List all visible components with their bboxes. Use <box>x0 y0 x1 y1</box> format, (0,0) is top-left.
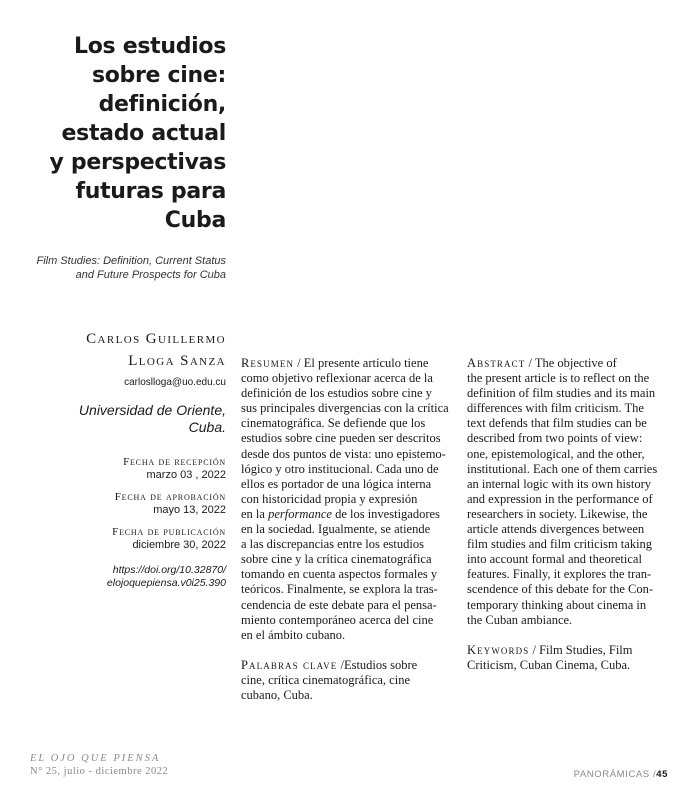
keywords-line: Criticism, Cuban Cinema, Cuba. <box>467 657 631 672</box>
author-name <box>20 328 226 372</box>
doi-line: elojoquepiensa.v0i25.390 <box>106 577 226 589</box>
affiliation-line: Universidad de Oriente, <box>78 402 226 418</box>
date-value: marzo 03 , 2022 <box>146 469 226 481</box>
abstract-line: institutional. Each one of them carries <box>467 461 658 476</box>
resumen-line: en la <box>241 506 265 521</box>
resumen-line: con historicidad propia y expresión <box>241 491 418 506</box>
abstract-line: scendence of this debate for the Con- <box>467 582 654 597</box>
performance-term: performance <box>268 506 332 521</box>
palabras-clave-line: cine, crítica cinematográfica, cine <box>241 672 410 687</box>
author-affiliation <box>20 402 226 436</box>
palabras-clave-line: cubano, Cuba. <box>241 687 313 702</box>
english-abstract-column <box>467 356 677 673</box>
date-value: diciembre 30, 2022 <box>132 539 226 551</box>
resumen-line: miento contemporáneo acerca del cine <box>241 612 434 627</box>
palabras-clave-heading: Palabras clave <box>241 657 338 672</box>
resumen-line: El presente artículo tiene <box>303 356 429 370</box>
date-published <box>20 526 226 552</box>
journal-name: EL OJO QUE PIENSA <box>30 753 161 764</box>
resumen-line: sus principales divergencias con la crítica <box>241 401 449 416</box>
abstract-line: differences with film criticism. The <box>467 401 644 416</box>
author-name-line: Lloga Sanza <box>128 353 226 369</box>
publication-dates <box>20 456 226 552</box>
keywords-paragraph: Keywords / Film Studies, Film Criticism, Cuban Cinema, Cuba. <box>467 643 677 673</box>
affiliation-line: Cuba. <box>188 419 226 435</box>
resumen-line: cinematográfica. Se defiende que los <box>241 416 426 431</box>
abstract-line: temporary thinking about cinema in <box>467 597 647 612</box>
title-line: Los estudios <box>74 34 226 59</box>
date-label: Fecha de recepción <box>123 456 226 468</box>
resumen-line: en la sociedad. Igualmente, se atiende <box>241 522 431 537</box>
palabras-clave-line: Estudios sobre <box>343 657 418 672</box>
abstract-line: text defends that film studies can be <box>467 416 647 431</box>
abstract-line: film studies and film criticism taking <box>467 537 653 552</box>
date-label: Fecha de publicación <box>112 526 226 538</box>
author-name-line: Carlos Guillermo <box>86 331 226 347</box>
page-number: 45 <box>656 769 668 780</box>
abstract-line: into account formal and theoretical <box>467 552 642 567</box>
author-email-link[interactable]: carloslloga@uo.edu.cu <box>124 377 226 388</box>
abstract-line: an internal logic with its own history <box>467 476 652 491</box>
date-approved <box>20 491 226 517</box>
abstract-line: and expression in the performance of <box>467 491 653 506</box>
journal-footer <box>30 753 168 777</box>
author-block <box>20 328 226 590</box>
english-title-line: Film Studies: Definition, Current Status <box>36 255 226 267</box>
resumen-line: definición de los estudios sobre cine y <box>241 386 432 401</box>
english-title <box>20 254 226 282</box>
resumen-line: a las discrepancias entre los estudios <box>241 537 424 552</box>
page-footer: PANORÁMICAS /45 <box>573 769 668 780</box>
abstract-line: one, epistemological, and the other, <box>467 446 645 461</box>
spanish-abstract-column <box>241 356 453 703</box>
date-label: Fecha de aprobación <box>114 491 226 503</box>
resumen-line: en el ámbito cubano. <box>241 627 346 642</box>
resumen-line: ellos es portador de una lógica interna <box>241 476 432 491</box>
date-received <box>20 456 226 482</box>
resumen-line: como objetivo reflexionar acerca de la <box>241 371 433 386</box>
abstract-line: features. Finally, it explores the tran- <box>467 567 652 582</box>
abstract-line: the present article is to reflect on the <box>467 371 650 386</box>
doi-line: https://doi.org/10.32870/ <box>112 564 226 576</box>
resumen-line: tomando en cuenta aspectos formales y <box>241 567 438 582</box>
abstract-heading: Abstract <box>467 356 526 370</box>
abstract-line: the Cuban ambiance. <box>467 612 573 627</box>
palabras-clave-paragraph: Palabras clave /Estudios sobre cine, crítica cinematográfica, cine cubano, Cuba. <box>241 658 453 703</box>
keywords-line: Film Studies, Film <box>539 642 633 657</box>
resumen-paragraph: Resumen / El presente artículo tiene como objetivo reflexionar acerca de la definición de los estudios sobre cine y sus principales divergencias con la crítica cinematográfica. Se defiende que los estudios sobre cine pueden ser descritos desde dos puntos de vista: uno epistemo- lógico y otro institucional. Cada uno de ellos es portador de una lógica interna con historicidad propia y expresión en la performance de los investigadores en la sociedad. Igualmente, se atiende a las discrepancias entre los estudios sobre cine y la crítica cinematográfica tomando en cuenta aspectos formales y teóricos. Finalmente, se explora la tras- cendencia de este debate para el pensa- miento contemporáneo acerca del cine en el ámbito cubano. <box>241 356 453 643</box>
resumen-line: estudios sobre cine pueden ser descritos <box>241 431 441 446</box>
abstract-line: article attends divergences between <box>467 522 645 537</box>
abstract-line: researchers in society. Likewise, the <box>467 506 648 521</box>
doi-link[interactable] <box>20 564 226 590</box>
title-line: sobre cine: <box>91 63 226 88</box>
title-line: Cuba <box>164 208 226 233</box>
resumen-line: de los investigadores <box>335 506 440 521</box>
resumen-heading: Resumen <box>241 356 295 370</box>
article-title <box>20 32 226 235</box>
abstract-line: definition of film studies and its main <box>467 386 656 401</box>
issue-info: N° 25, julio - diciembre 2022 <box>30 766 169 777</box>
english-title-line: and Future Prospects for Cuba <box>75 269 226 281</box>
resumen-line: sobre cine y la crítica cinematográfica <box>241 552 432 567</box>
title-line: y perspectivas <box>49 150 226 175</box>
resumen-line: lógico y otro institucional. Cada uno de <box>241 461 439 476</box>
resumen-line: cendencia de este debate para el pensa- <box>241 597 437 612</box>
title-line: definición, <box>98 92 226 117</box>
section-name: PANORÁMICAS <box>573 769 650 780</box>
date-value: mayo 13, 2022 <box>153 504 226 516</box>
abstract-line: The objective of <box>534 356 617 370</box>
title-block <box>20 32 226 282</box>
abstract-paragraph: Abstract / The objective of the present article is to reflect on the definition of film studies and its main differences with film criticism. The text defends that film studies can be described from two points of view: one, epistemological, and the other, institutional. Each one of them carries an internal logic with its own history and expression in the performance of researchers in society. Likewise, the article attends divergences between film studies and film criticism taking into account formal and theoretical features. Finally, it explores the tran- scendence of this debate for the Con- temporary thinking about cinema in the Cuban ambiance. <box>467 356 677 628</box>
resumen-line: desde dos puntos de vista: uno epistemo- <box>241 446 446 461</box>
resumen-line: teóricos. Finalmente, se explora la tras- <box>241 582 438 597</box>
title-line: estado actual <box>61 121 226 146</box>
abstract-line: described from two points of view: <box>467 431 643 446</box>
title-line: futuras para <box>75 179 226 204</box>
keywords-heading: Keywords <box>467 642 530 657</box>
